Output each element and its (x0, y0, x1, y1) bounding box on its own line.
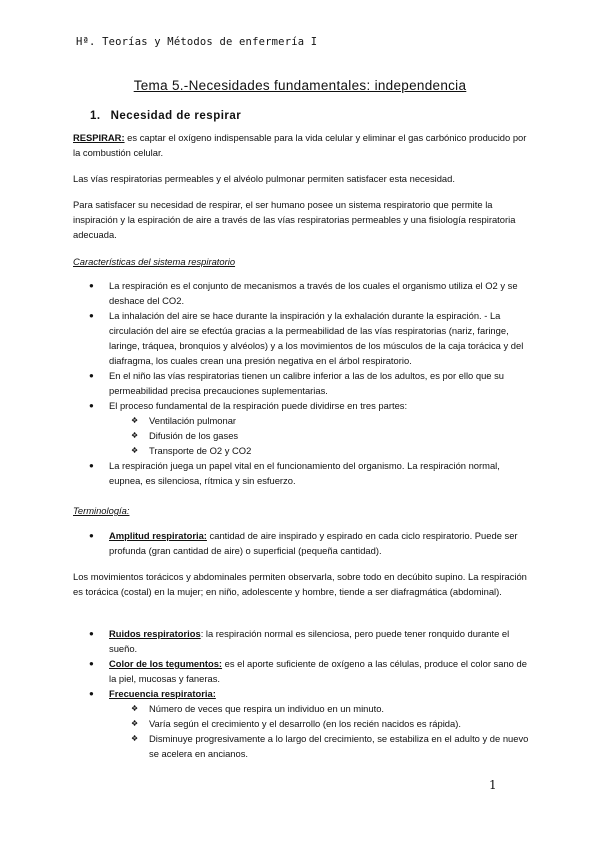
subheading-terminologia: Terminología: (73, 505, 130, 516)
sublist-item: ❖ Disminuye progresivamente a lo largo del crecimiento, se estabiliza en el adulto y de nuevo se acelera en ancianos. (131, 731, 531, 761)
term-text: cantidad de aire inspirado y espirado en cada ciclo respiratorio. Puede ser profunda (gran cantidad de aire) o superficial (pequeña cantidad). (109, 530, 518, 556)
list-item: ● En el niño las vías respiratorias tienen un calibre inferior a las de los adultos, es por ello que su permeabilidad precisa precauciones suplementarias. (89, 368, 531, 398)
sublist-item: ❖ Transporte de O2 y CO2 (131, 443, 531, 458)
running-header: Hª. Teorías y Métodos de enfermería I (76, 36, 318, 48)
sublist-item: ❖ Varía según el crecimiento y el desarrollo (en los recién nacidos es rápida). (131, 716, 531, 731)
term-text: : la respiración normal es silenciosa, pero puede tener ronquido durante el sueño. (109, 628, 510, 654)
term: Color de los tegumentos: (109, 658, 223, 669)
terminology-list (89, 528, 531, 558)
section-number: 1. (90, 110, 101, 122)
definition-paragraph (73, 130, 533, 160)
sublist (109, 701, 531, 761)
definition-term: RESPIRAR: (73, 132, 125, 143)
term: Ruidos respiratorios (109, 628, 201, 639)
page-title: Tema 5.-Necesidades fundamentales: independencia (133, 78, 467, 93)
section-heading (90, 110, 241, 122)
paragraph: Los movimientos torácicos y abdominales permiten observarla, sobre todo en decúbito supino. La respiración es torácica (costal) en la mujer; en niño, adolescente y hombre, tiende a ser diafragmática (abdominal). (73, 571, 527, 597)
list-item: ● La respiración juega un papel vital en el funcionamiento del organismo. La respiración normal, eupnea, es silenciosa, rítmica y sin esfuerzo. (89, 458, 531, 488)
list-item (89, 398, 531, 458)
sublist-item: ❖ Ventilación pulmonar (131, 413, 531, 428)
sublist-item: ❖ Difusión de los gases (131, 428, 531, 443)
terminology-list-2 (89, 626, 531, 761)
paragraph: Las vías respiratorias permeables y el alvéolo pulmonar permiten satisfacer esta necesidad. (73, 173, 455, 184)
list-item (89, 686, 531, 761)
list-item: ● La inhalación del aire se hace durante la inspiración y la exhalación durante la espiración. - La circulación del aire se efectúa gracias a la permeabilidad de las vías respiratorias (nariz, faringe, laringe, tráquea, bronquios y alvéolos) y a los movimientos de los músculos de la caja torácica y del diafragma, los cuales crean una presión negativa en el árbol respiratorio. (89, 308, 531, 368)
list-item (89, 528, 531, 558)
term-text: es el aporte suficiente de oxígeno a las células, produce el color sano de la piel, mucosas y faneras. (109, 658, 527, 684)
term: Amplitud respiratoria: (109, 530, 207, 541)
term: Frecuencia respiratoria: (109, 688, 216, 699)
section-title: Necesidad de respirar (110, 110, 242, 122)
definition-text: es captar el oxígeno indispensable para la vida celular y eliminar el gas carbónico producido por la combustión celular. (73, 132, 527, 158)
list-item (89, 626, 531, 656)
sublist-item: ❖ Número de veces que respira un individuo en un minuto. (131, 701, 531, 716)
list-item (89, 656, 531, 686)
characteristics-list (89, 278, 531, 488)
list-item: ● La respiración es el conjunto de mecanismos a través de los cuales el organismo utiliza el O2 y se deshace del CO2. (89, 278, 531, 308)
paragraph: Para satisfacer su necesidad de respirar, el ser humano posee un sistema respiratorio que permite la inspiración y la espiración de aire a través de las vías respiratorias permeables y una fisiología respiratoria adecuada. (73, 199, 516, 240)
list-item-text: El proceso fundamental de la respiración puede dividirse en tres partes: (109, 400, 408, 411)
page-number: 1 (489, 778, 497, 792)
subheading-caracteristicas: Características del sistema respiratorio (73, 256, 236, 267)
sublist (109, 413, 531, 458)
